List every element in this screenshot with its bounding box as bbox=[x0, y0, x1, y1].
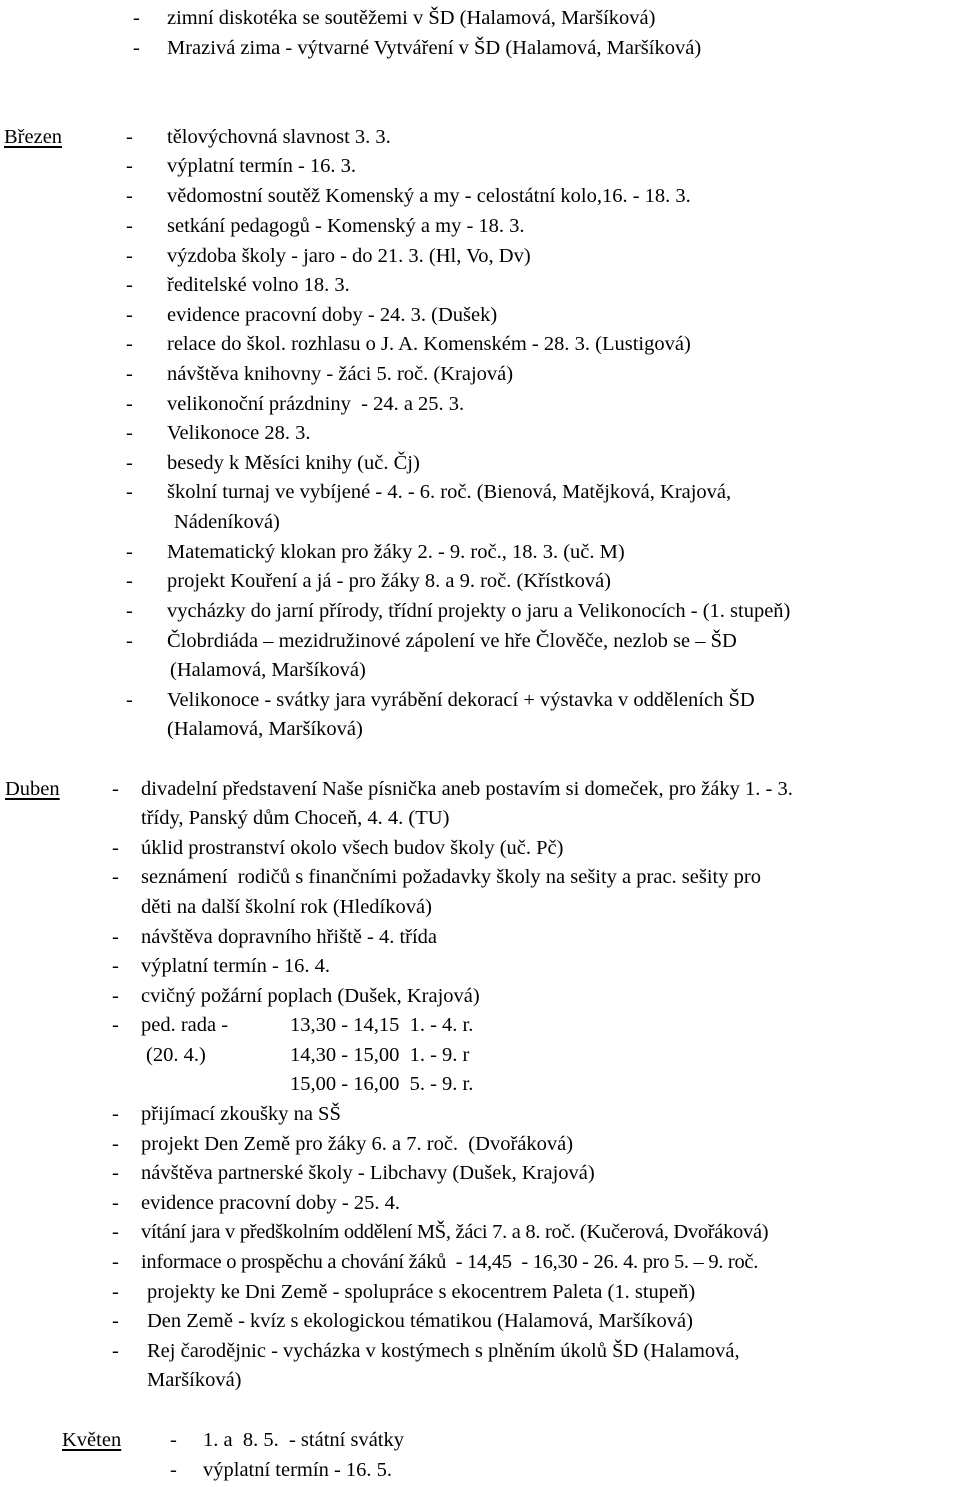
list-item: výzdoba školy - jaro - do 21. 3. (Hl, Vo, Dv) bbox=[167, 245, 531, 267]
list-dash: - bbox=[112, 955, 119, 977]
schedule-time-2: 14,30 - 15,00 1. - 9. r bbox=[290, 1044, 470, 1066]
list-item: ped. rada - bbox=[141, 1014, 229, 1036]
list-item: výplatní termín - 16. 5. bbox=[203, 1459, 393, 1481]
list-dash: - bbox=[112, 1221, 119, 1243]
list-item: besedy k Měsíci knihy (uč. Čj) bbox=[167, 452, 420, 474]
list-item: školní turnaj ve vybíjené - 4. - 6. roč. (Bienová, Matějková, Krajová, bbox=[167, 481, 732, 503]
list-item: zimní diskotéka se soutěžemi v ŠD (Halamová, Maršíková) bbox=[167, 7, 656, 29]
list-item: Rej čarodějnic - vycházka v kostýmech s plněním úkolů ŠD (Halamová, bbox=[147, 1340, 740, 1362]
schedule-time-1: 13,30 - 14,15 1. - 4. r. bbox=[290, 1014, 474, 1036]
list-item: Den Země - kvíz s ekologickou tématikou (Halamová, Maršíková) bbox=[147, 1310, 693, 1332]
list-item: seznámení rodičů s finančními požadavky školy na sešity a prac. sešity pro bbox=[141, 866, 761, 888]
list-dash: - bbox=[126, 452, 133, 474]
list-dash: - bbox=[112, 985, 119, 1007]
list-dash: - bbox=[126, 155, 133, 177]
list-dash: - bbox=[112, 1281, 119, 1303]
list-dash: - bbox=[133, 7, 140, 29]
list-dash: - bbox=[126, 541, 133, 563]
list-item: Mrazivá zima - výtvarné Vytváření v ŠD (Halamová, Maršíková) bbox=[167, 37, 702, 59]
list-dash: - bbox=[112, 926, 119, 948]
list-item: relace do škol. rozhlasu o J. A. Komenském - 28. 3. (Lustigová) bbox=[167, 333, 691, 355]
list-item: Matematický klokan pro žáky 2. - 9. roč., 18. 3. (uč. M) bbox=[167, 541, 625, 563]
list-item: přijímací zkoušky na SŠ bbox=[141, 1103, 341, 1125]
list-dash: - bbox=[126, 274, 133, 296]
list-dash: - bbox=[126, 481, 133, 503]
list-item: evidence pracovní doby - 24. 3. (Dušek) bbox=[167, 304, 498, 326]
list-item: Člobrdiáda – mezidružinové zápolení ve hře Člověče, nezlob se – ŠD bbox=[167, 630, 737, 652]
list-dash: - bbox=[133, 37, 140, 59]
list-item: evidence pracovní doby - 25. 4. bbox=[141, 1192, 401, 1214]
list-dash: - bbox=[126, 215, 133, 237]
list-dash: - bbox=[112, 866, 119, 888]
month-heading-kveten: Květen bbox=[62, 1429, 122, 1451]
list-item: cvičný požární poplach (Dušek, Krajová) bbox=[141, 985, 480, 1007]
list-dash: - bbox=[112, 1133, 119, 1155]
list-item: divadelní představení Naše písnička aneb postavím si domeček, pro žáky 1. - 3. bbox=[141, 778, 793, 800]
list-item-continuation: děti na další školní rok (Hledíková) bbox=[141, 896, 432, 918]
list-item: Velikonoce 28. 3. bbox=[167, 422, 311, 444]
list-item: 1. a 8. 5. - státní svátky bbox=[203, 1429, 404, 1451]
list-dash: - bbox=[126, 126, 133, 148]
list-item: projekt Den Země pro žáky 6. a 7. roč. (Dvořáková) bbox=[141, 1133, 574, 1155]
list-item: návštěva knihovny - žáci 5. roč. (Krajová) bbox=[167, 363, 514, 385]
month-heading-duben: Duben bbox=[5, 778, 60, 800]
list-item: Velikonoce - svátky jara vyrábění dekorací + výstavka v odděleních ŠD bbox=[167, 689, 755, 711]
month-heading-brezen: Březen bbox=[4, 126, 63, 148]
list-item-continuation: (Halamová, Maršíková) bbox=[167, 718, 363, 740]
list-dash: - bbox=[112, 1310, 119, 1332]
list-dash: - bbox=[126, 393, 133, 415]
list-dash: - bbox=[126, 304, 133, 326]
list-dash: - bbox=[126, 422, 133, 444]
list-dash: - bbox=[126, 363, 133, 385]
list-item: vycházky do jarní přírody, třídní projekty o jaru a Velikonocích - (1. stupeň) bbox=[167, 600, 791, 622]
list-dash: - bbox=[170, 1429, 177, 1451]
list-dash: - bbox=[126, 689, 133, 711]
list-item: návštěva partnerské školy - Libchavy (Dušek, Krajová) bbox=[141, 1162, 595, 1184]
list-item: tělovýchovná slavnost 3. 3. bbox=[167, 126, 391, 148]
list-dash: - bbox=[112, 837, 119, 859]
list-item: projekt Kouření a já - pro žáky 8. a 9. roč. (Křístková) bbox=[167, 570, 612, 592]
list-item: informace o prospěchu a chování žáků - 14,45 - 16,30 - 26. 4. pro 5. – 9. roč. bbox=[141, 1251, 759, 1273]
list-item: setkání pedagogů - Komenský a my - 18. 3. bbox=[167, 215, 525, 237]
schedule-time-3: 15,00 - 16,00 5. - 9. r. bbox=[290, 1073, 474, 1095]
list-dash: - bbox=[112, 1192, 119, 1214]
list-dash: - bbox=[126, 630, 133, 652]
list-item: výplatní termín - 16. 3. bbox=[167, 155, 357, 177]
list-item-continuation: třídy, Panský dům Choceň, 4. 4. (TU) bbox=[141, 807, 450, 829]
list-item: návštěva dopravního hřiště - 4. třída bbox=[141, 926, 438, 948]
list-dash: - bbox=[112, 778, 119, 800]
list-dash: - bbox=[126, 333, 133, 355]
list-dash: - bbox=[126, 245, 133, 267]
list-dash: - bbox=[112, 1103, 119, 1125]
list-dash: - bbox=[112, 1251, 119, 1273]
list-item-continuation: Nádeníková) bbox=[174, 511, 280, 533]
list-item: vítání jara v předškolním oddělení MŠ, žáci 7. a 8. roč. (Kučerová, Dvořáková) bbox=[141, 1221, 769, 1243]
list-item: výplatní termín - 16. 4. bbox=[141, 955, 331, 977]
list-dash: - bbox=[126, 570, 133, 592]
list-dash: - bbox=[126, 600, 133, 622]
list-dash: - bbox=[112, 1340, 119, 1362]
list-dash: - bbox=[170, 1459, 177, 1481]
list-dash: - bbox=[112, 1162, 119, 1184]
list-dash: - bbox=[126, 185, 133, 207]
list-item-continuation: Maršíková) bbox=[147, 1369, 242, 1391]
list-item: velikonoční prázdniny - 24. a 25. 3. bbox=[167, 393, 465, 415]
list-item: projekty ke Dni Země - spolupráce s ekocentrem Paleta (1. stupeň) bbox=[147, 1281, 696, 1303]
list-item-continuation: (Halamová, Maršíková) bbox=[170, 659, 366, 681]
list-dash: - bbox=[112, 1014, 119, 1036]
list-item-continuation: (20. 4.) bbox=[146, 1044, 206, 1066]
list-item: úklid prostranství okolo všech budov školy (uč. Pč) bbox=[141, 837, 564, 859]
list-item: ředitelské volno 18. 3. bbox=[167, 274, 350, 296]
list-item: vědomostní soutěž Komenský a my - celostátní kolo,16. - 18. 3. bbox=[167, 185, 691, 207]
